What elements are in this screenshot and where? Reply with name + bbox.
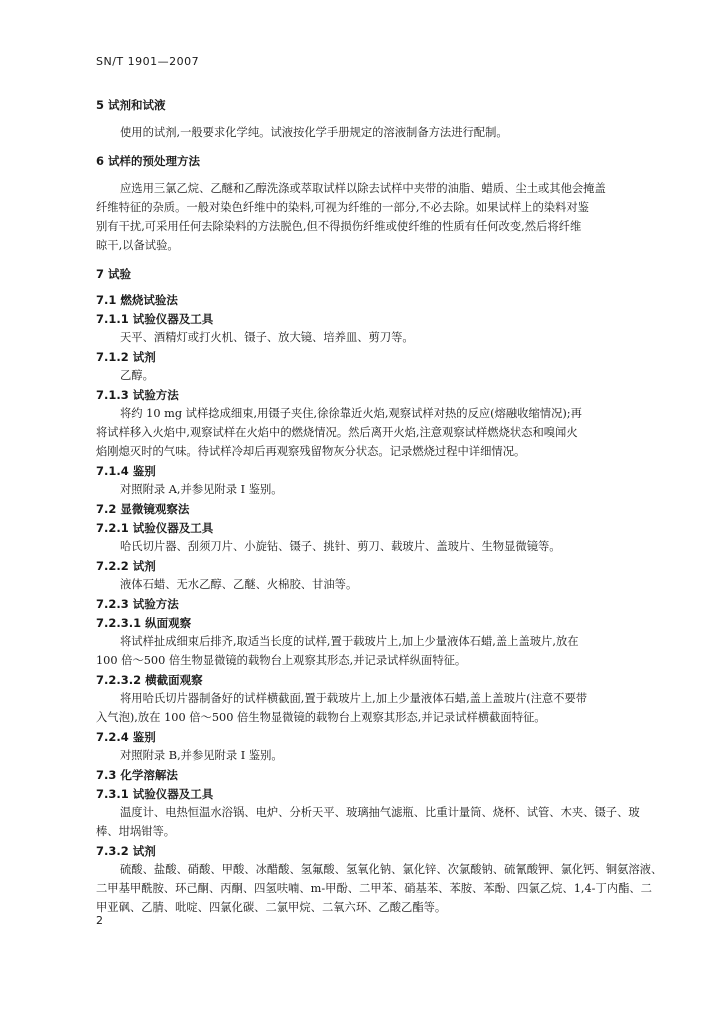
section-heading: 7.1.2 试剂 [96,350,156,364]
section-heading: 7.2.4 鉴别 [96,730,156,744]
section-heading: 6 试样的预处理方法 [96,154,201,168]
paragraph-line: 使用的试剂,一般要求化学纯。试液按化学手册规定的溶液制备方法进行配制。 [120,126,508,139]
paragraph-line: 乙醇。 [120,369,154,382]
paragraph-line: 将约 10 mg 试样捻成细束,用镊子夹住,徐徐靠近火焰,观察试样对热的反应(熔融收缩情况);再 [120,407,582,420]
paragraph-line: 将试样移入火焰中,观察试样在火焰中的燃烧情况。然后离开火焰,注意观察试样燃烧状态和嗅闻火 [96,426,578,439]
page-number: 2 [96,914,103,927]
section-heading: 7.3 化学溶解法 [96,768,178,782]
paragraph-line: 天平、酒精灯或打火机、镊子、放大镜、培养皿、剪刀等。 [120,331,414,344]
paragraph-line: 将试样扯成细束后排齐,取适当长度的试样,置于载玻片上,加上少量液体石蜡,盖上盖玻片,放在 [120,635,579,648]
section-heading: 7.2.3.1 纵面观察 [96,616,192,630]
section-heading: 7.2 显微镜观察法 [96,502,190,516]
paragraph-line: 棒、坩埚钳等。 [96,825,176,838]
paragraph-line: 纤维特征的杂质。一般对染色纤维中的染料,可视为纤维的一部分,不必去除。如果试样上的染料对鉴 [96,201,589,214]
section-heading: 7.3.2 试剂 [96,844,156,858]
section-heading: 7.2.2 试剂 [96,559,156,573]
paragraph-line: 甲亚砜、乙腈、吡啶、四氯化碳、二氯甲烷、二氧六环、乙酸乙酯等。 [96,901,447,914]
paragraph-line: 对照附录 B,并参见附录 I 鉴别。 [120,749,283,762]
paragraph-line: 入气泡),放在 100 倍～500 倍生物显微镜的载物台上观察其形态,并记录试样横截面特征。 [96,711,546,724]
section-heading: 7.1.4 鉴别 [96,464,156,478]
paragraph-line: 哈氏切片器、刮须刀片、小旋钻、镊子、挑针、剪刀、载玻片、盖玻片、生物显微镜等。 [120,540,561,553]
paragraph-line: 晾干,以备试验。 [96,239,179,252]
paragraph-line: 应选用三氯乙烷、乙醚和乙醇洗涤或萃取试样以除去试样中夹带的油脂、蜡质、尘土或其他会掩盖 [120,182,606,195]
section-heading: 5 试剂和试液 [96,98,166,112]
paragraph-line: 温度计、电热恒温水浴锅、电炉、分析天平、玻璃抽气滤瓶、比重计量筒、烧杯、试管、木夹、镊子、玻 [120,806,640,819]
paragraph-line: 对照附录 A,并参见附录 I 鉴别。 [120,483,283,496]
document-header: SN/T 1901—2007 [96,55,200,68]
paragraph-line: 硫酸、盐酸、硝酸、甲酸、冰醋酸、氢氟酸、氢氧化钠、氯化锌、次氯酸钠、硫氰酸钾、氯化钙、铜氨溶液、 [120,863,663,876]
section-heading: 7.1.1 试验仪器及工具 [96,312,214,326]
section-heading: 7.2.1 试验仪器及工具 [96,521,214,535]
section-heading: 7.1.3 试验方法 [96,388,179,402]
paragraph-line: 将用哈氏切片器制备好的试样横截面,置于载玻片上,加上少量液体石蜡,盖上盖玻片(注意不要带 [120,692,588,705]
section-heading: 7.1 燃烧试验法 [96,293,178,307]
paragraph-line: 100 倍～500 倍生物显微镜的载物台上观察其形态,并记录试样纵面特征。 [96,654,467,667]
paragraph-line: 别有干扰,可采用任何去除染料的方法脱色,但不得损伤纤维或使纤维的性质有任何改变,然后将纤维 [96,220,582,233]
section-heading: 7.2.3 试验方法 [96,597,179,611]
paragraph-line: 二甲基甲酰胺、环己酮、丙酮、四氢呋喃、m-甲酚、二甲苯、硝基苯、苯胺、苯酚、四氯乙烷、1,4-丁内酯、二 [96,882,652,895]
paragraph-line: 液体石蜡、无水乙醇、乙醚、火棉胶、甘油等。 [120,578,358,591]
section-heading: 7.2.3.2 横截面观察 [96,673,203,687]
section-heading: 7.3.1 试验仪器及工具 [96,787,214,801]
paragraph-line: 焰刚熄灭时的气味。待试样冷却后再观察残留物灰分状态。记录燃烧过程中详细情况。 [96,445,526,458]
section-heading: 7 试验 [96,267,132,281]
